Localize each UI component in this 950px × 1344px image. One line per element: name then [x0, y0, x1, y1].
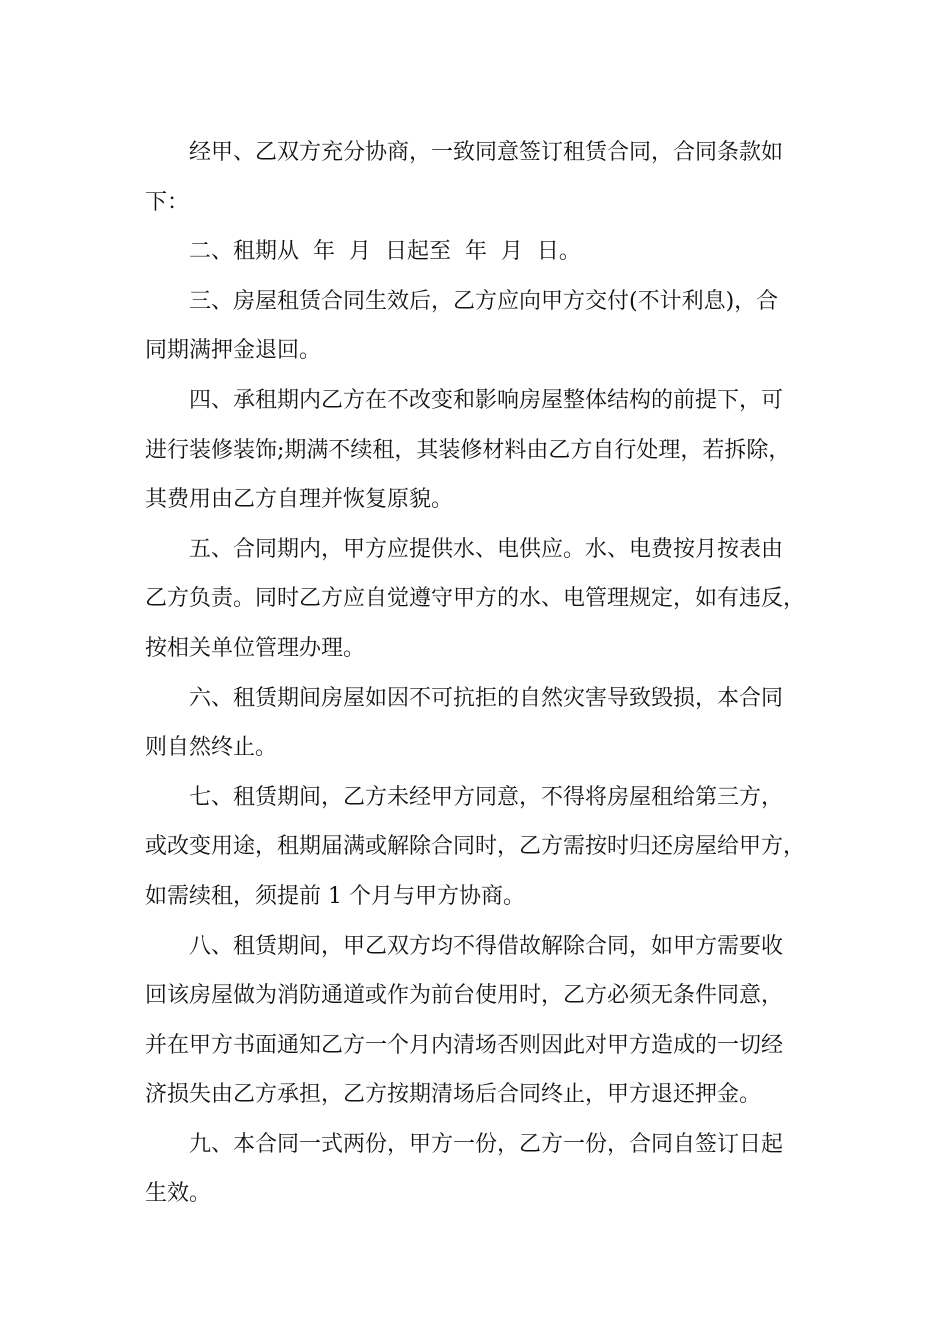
text-line: 三、房屋租赁合同生效后，乙方应向甲方交付(不计利息)，合	[189, 288, 779, 314]
text-line: 或改变用途，租期届满或解除合同时，乙方需按时归还房屋给甲方，	[145, 834, 806, 860]
text-line: 其费用由乙方自理并恢复原貌。	[145, 487, 454, 513]
text-line: 六、租赁期间房屋如因不可抗拒的自然灾害导致毁损，本合同	[189, 685, 784, 711]
contract-body	[145, 128, 815, 1219]
text-line: 进行装修装饰;期满不续租，其装修材料由乙方自行处理，若拆除，	[145, 437, 791, 463]
text-line: 生效。	[145, 1181, 212, 1207]
paragraph-clause-2	[145, 227, 815, 277]
paragraph-clause-9	[145, 1120, 815, 1219]
text-line: 七、租赁期间，乙方未经甲方同意，不得将房屋租给第三方，	[189, 784, 784, 810]
paragraph-clause-8	[145, 922, 815, 1120]
paragraph-clause-7	[145, 773, 815, 922]
paragraph-clause-3	[145, 277, 815, 376]
text-line: 下：	[145, 189, 190, 215]
paragraph-clause-6	[145, 674, 815, 773]
text-line: 九、本合同一式两份，甲方一份，乙方一份，合同自签订日起	[189, 1131, 784, 1157]
text-line: 五、合同期内，甲方应提供水、电供应。水、电费按月按表由	[189, 536, 784, 562]
text-line: 并在甲方书面通知乙方一个月内清场否则因此对甲方造成的一切经	[145, 1032, 784, 1058]
text-line: 四、承租期内乙方在不改变和影响房屋整体结构的前提下，可	[189, 387, 784, 413]
text-line: 济损失由乙方承担，乙方按期清场后合同终止，甲方退还押金。	[145, 1082, 762, 1108]
text-line: 八、租赁期间，甲乙双方均不得借故解除合同，如甲方需要收	[189, 933, 784, 959]
text-line: 回该房屋做为消防通道或作为前台使用时，乙方必须无条件同意，	[145, 983, 784, 1009]
paragraph-intro	[145, 128, 815, 227]
text-line: 如需续租，须提前 1 个月与甲方协商。	[145, 883, 525, 909]
text-line: 则自然终止。	[145, 735, 278, 761]
text-line: 乙方负责。同时乙方应自觉遵守甲方的水、电管理规定，如有违反，	[145, 586, 806, 612]
text-line: 同期满押金退回。	[145, 338, 322, 364]
text-line: 经甲、乙双方充分协商，一致同意签订租赁合同，合同条款如	[189, 140, 784, 165]
text-line: 按相关单位管理办理。	[145, 635, 366, 661]
text-line: 二、租期从 年 月 日起至 年 月 日。	[189, 239, 581, 265]
paragraph-clause-4	[145, 376, 815, 525]
paragraph-clause-5	[145, 525, 815, 674]
